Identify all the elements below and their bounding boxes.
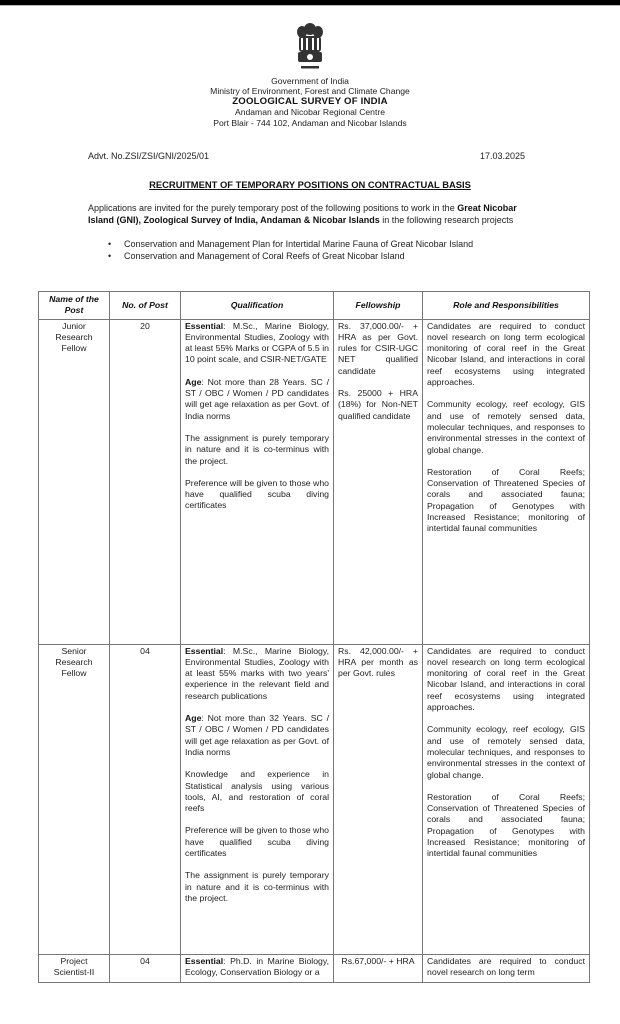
header-fellowship: Fellowship — [334, 292, 423, 320]
fellowship-amount: Rs. 25000 + HRA (18%) for Non-NET qualified candidate — [338, 388, 418, 421]
organisation-name: ZOOLOGICAL SURVEY OF INDIA — [232, 95, 388, 107]
role-paragraph: Restoration of Coral Reefs; Conservation of Threatened Species of corals and associated fauna; Propagation of Genotypes with Increased Resistance; monitoring of intertidal faunal communities — [427, 791, 585, 859]
qualification-note: Preference will be given to those who have qualified scuba diving certificates — [185, 477, 329, 511]
essential-label: Essential — [185, 645, 224, 656]
qualification-cell — [181, 319, 334, 644]
positions-table — [38, 291, 590, 983]
essential-text: : M.Sc., Marine Biology, Environmental Studies, Zoology with at least 55% marks with two years' experience in the relevant field and research publications — [185, 645, 329, 701]
role-paragraph: Candidates are required to conduct novel research on long term ecological monitoring of coral reef in the Great Nicobar Island, and interactions in coral reef ecosystems using integrated approaches. — [427, 320, 585, 388]
age-label: Age — [185, 713, 202, 724]
post-name: Junior Research Fellow — [39, 319, 110, 644]
intro-text-after: in the following research projects — [379, 215, 514, 225]
essential-text: : Ph.D. in Marine Biology, Ecology, Conservation Biology or a — [185, 955, 329, 977]
age-text: : Not more than 28 Years. SC / ST / OBC / Women / PD candidates will get age relaxation as per Govt. of India norms — [185, 376, 329, 421]
table-row — [39, 319, 590, 644]
advertisement-number: Advt. No.ZSI/ZSI/GNI/2025/01 — [88, 151, 210, 161]
post-count: 04 — [110, 954, 181, 983]
roles-cell — [423, 954, 590, 983]
qualification-cell — [181, 954, 334, 983]
role-paragraph: Candidates are required to conduct novel research on long term — [427, 955, 585, 977]
post-name: Project Scientist-II — [39, 954, 110, 983]
roles-cell — [423, 319, 590, 644]
project-item: • Conservation and Management Plan for Intertidal Marine Fauna of Great Nicobar Island — [108, 238, 473, 250]
india-state-emblem-icon — [292, 20, 328, 76]
ministry-line: Ministry of Environment, Forest and Climate Change — [210, 86, 410, 97]
intro-text-before: Applications are invited for the purely temporary post of the following positions to work in the — [88, 203, 458, 213]
advertisement-date: 17.03.2025 — [480, 151, 526, 161]
intro-text-bold: Great Nicobar Island (GNI), Zoological Survey of India, Andaman & Nicobar Islands — [88, 203, 517, 225]
role-paragraph: Community ecology, reef ecology, GIS and use of remotely sensed data, molecular techniques, and responses to environmental stresses in the context of global change. — [427, 399, 585, 455]
fellowship-cell — [334, 644, 423, 954]
table-row — [39, 644, 590, 954]
project-item: • Conservation and Management of Coral Reefs of Great Nicobar Island — [108, 250, 473, 262]
address: Port Blair - 744 102, Andaman and Nicobar Islands — [213, 117, 407, 128]
essential-label: Essential — [185, 320, 224, 331]
intro-paragraph — [88, 202, 528, 226]
roles-cell — [423, 644, 590, 954]
qualification-note: Preference will be given to those who have qualified scuba diving certificates — [185, 825, 329, 859]
role-paragraph: Restoration of Coral Reefs; Conservation of Threatened Species of corals and associated fauna; Propagation of Genotypes with Increased Resistance; monitoring of intertidal faunal communities — [427, 466, 585, 534]
table-header-row — [39, 292, 590, 320]
project-list — [108, 238, 473, 262]
government-line: Government of India — [271, 76, 349, 86]
fellowship-amount: Rs.67,000/- + HRA — [341, 955, 415, 966]
header-qualification: Qualification — [181, 292, 334, 320]
essential-qualification — [185, 321, 329, 366]
fellowship-cell — [334, 954, 423, 983]
header-post-name: Name of the Post — [39, 292, 110, 320]
role-paragraph: Candidates are required to conduct novel research on long term ecological monitoring of coral reef in the Great Nicobar Island, and interactions in coral reef ecosystems using integrated approaches. — [427, 645, 585, 713]
qualification-note: Knowledge and experience in Statistical analysis using various tools, AI, and restoration of coral reefs — [185, 769, 329, 814]
age-label: Age — [185, 376, 202, 387]
qualification-note: The assignment is purely temporary in nature and it is co-terminus with the project. — [185, 870, 329, 903]
essential-label: Essential — [185, 955, 224, 966]
top-divider — [0, 5, 620, 6]
fellowship-cell — [334, 319, 423, 644]
qualification-cell — [181, 644, 334, 954]
post-name: Senior Research Fellow — [39, 644, 110, 954]
age-requirement — [185, 377, 329, 422]
age-requirement — [185, 713, 329, 758]
header-no-of-post: No. of Post — [110, 292, 181, 320]
fellowship-amount: Rs. 37,000.00/- + HRA as per Govt. rules for CSIR-UGC NET qualified candidate — [338, 320, 418, 376]
essential-text: : M.Sc., Marine Biology, Environmental Studies, Zoology with at least 55% Marks or CGPA of 5.5 in 10 point scale, and CSIR-NET/GATE — [185, 320, 329, 365]
post-count: 04 — [110, 644, 181, 954]
essential-qualification — [185, 646, 329, 702]
table-row — [39, 954, 590, 983]
qualification-note: The assignment is purely temporary in nature and it is co-terminus with the project. — [185, 432, 329, 466]
essential-qualification — [185, 956, 329, 979]
page-title: RECRUITMENT OF TEMPORARY POSITIONS ON CONTRACTUAL BASIS — [149, 179, 471, 190]
fellowship-amount: Rs. 42,000.00/- + HRA per month as per Govt. rules — [338, 645, 418, 679]
post-count: 20 — [110, 319, 181, 644]
header-roles: Role and Responsibilities — [423, 292, 590, 320]
age-text: : Not more than 32 Years. SC / ST / OBC / Women / PD candidates will get age relaxation as per Govt. of India norms — [185, 713, 329, 757]
regional-centre: Andaman and Nicobar Regional Centre — [234, 107, 385, 118]
role-paragraph: Community ecology, reef ecology, GIS and use of remotely sensed data, molecular techniques, and responses to environmental stresses in the context of global change. — [427, 724, 585, 780]
letterhead — [0, 76, 620, 128]
